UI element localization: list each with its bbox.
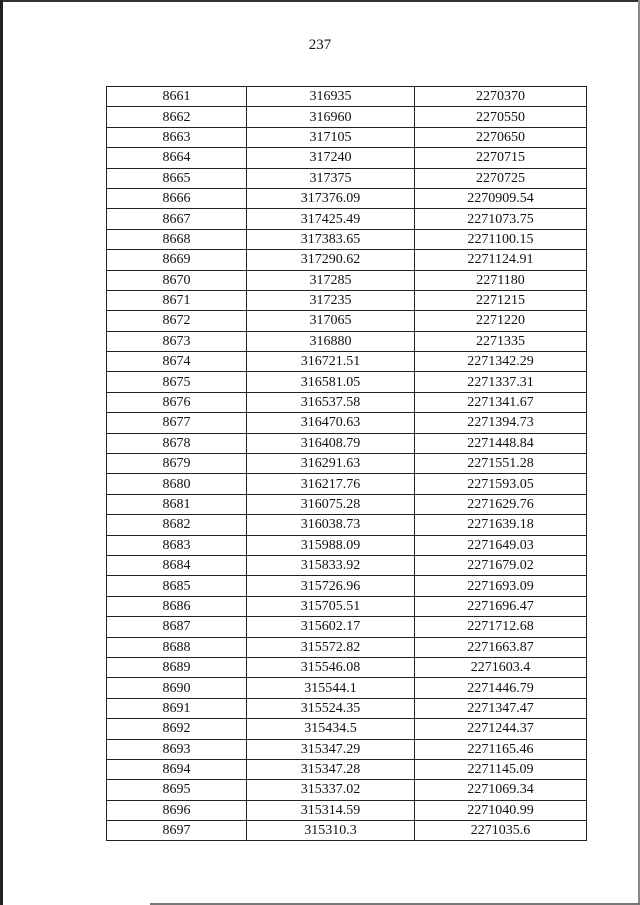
y-coordinate-cell: 2271712.68: [415, 617, 587, 637]
table-row: [107, 474, 587, 494]
y-coordinate-cell: 2271035.6: [415, 821, 587, 841]
table-row: [107, 555, 587, 575]
x-coordinate-cell: 316537.58: [247, 392, 415, 412]
point-number-cell: 8694: [107, 759, 247, 779]
point-number-cell: 8688: [107, 637, 247, 657]
y-coordinate-cell: 2271629.76: [415, 494, 587, 514]
table-row: [107, 637, 587, 657]
x-coordinate-cell: 316880: [247, 331, 415, 351]
y-coordinate-cell: 2271663.87: [415, 637, 587, 657]
table-row: [107, 392, 587, 412]
x-coordinate-cell: 317240: [247, 148, 415, 168]
y-coordinate-cell: 2270550: [415, 107, 587, 127]
x-coordinate-cell: 315524.35: [247, 698, 415, 718]
y-coordinate-cell: 2271337.31: [415, 372, 587, 392]
table-row: [107, 87, 587, 107]
x-coordinate-cell: 316721.51: [247, 352, 415, 372]
point-number-cell: 8679: [107, 454, 247, 474]
table-row: [107, 250, 587, 270]
table-row: [107, 290, 587, 310]
point-number-cell: 8692: [107, 719, 247, 739]
x-coordinate-cell: 316581.05: [247, 372, 415, 392]
point-number-cell: 8685: [107, 576, 247, 596]
table-row: [107, 148, 587, 168]
x-coordinate-cell: 316038.73: [247, 515, 415, 535]
x-coordinate-cell: 317105: [247, 127, 415, 147]
y-coordinate-cell: 2270650: [415, 127, 587, 147]
point-number-cell: 8676: [107, 392, 247, 412]
y-coordinate-cell: 2271693.09: [415, 576, 587, 596]
y-coordinate-cell: 2270715: [415, 148, 587, 168]
point-number-cell: 8667: [107, 209, 247, 229]
point-number-cell: 8693: [107, 739, 247, 759]
point-number-cell: 8673: [107, 331, 247, 351]
point-number-cell: 8683: [107, 535, 247, 555]
table-row: [107, 107, 587, 127]
table-row: [107, 352, 587, 372]
table-row: [107, 535, 587, 555]
table-row: [107, 454, 587, 474]
table-row: [107, 331, 587, 351]
table-row: [107, 739, 587, 759]
table-row: [107, 127, 587, 147]
table-row: [107, 759, 587, 779]
table-row: [107, 209, 587, 229]
y-coordinate-cell: 2270370: [415, 87, 587, 107]
coordinates-table: [106, 86, 587, 841]
x-coordinate-cell: 316075.28: [247, 494, 415, 514]
x-coordinate-cell: 315988.09: [247, 535, 415, 555]
table-row: [107, 596, 587, 616]
y-coordinate-cell: 2271335: [415, 331, 587, 351]
point-number-cell: 8674: [107, 352, 247, 372]
table-row: [107, 617, 587, 637]
x-coordinate-cell: 315602.17: [247, 617, 415, 637]
point-number-cell: 8691: [107, 698, 247, 718]
point-number-cell: 8670: [107, 270, 247, 290]
table-row: [107, 188, 587, 208]
y-coordinate-cell: 2271639.18: [415, 515, 587, 535]
x-coordinate-cell: 315337.02: [247, 780, 415, 800]
point-number-cell: 8696: [107, 800, 247, 820]
table-row: [107, 576, 587, 596]
table-row: [107, 270, 587, 290]
y-coordinate-cell: 2271394.73: [415, 413, 587, 433]
point-number-cell: 8682: [107, 515, 247, 535]
y-coordinate-cell: 2271073.75: [415, 209, 587, 229]
table-row: [107, 494, 587, 514]
point-number-cell: 8690: [107, 678, 247, 698]
point-number-cell: 8680: [107, 474, 247, 494]
x-coordinate-cell: 315726.96: [247, 576, 415, 596]
x-coordinate-cell: 317376.09: [247, 188, 415, 208]
x-coordinate-cell: 316217.76: [247, 474, 415, 494]
table-row: [107, 678, 587, 698]
y-coordinate-cell: 2271341.67: [415, 392, 587, 412]
table-row: [107, 821, 587, 841]
x-coordinate-cell: 317375: [247, 168, 415, 188]
x-coordinate-cell: 317285: [247, 270, 415, 290]
x-coordinate-cell: 316408.79: [247, 433, 415, 453]
table-row: [107, 311, 587, 331]
point-number-cell: 8684: [107, 555, 247, 575]
y-coordinate-cell: 2271244.37: [415, 719, 587, 739]
page-number: 237: [308, 37, 332, 53]
y-coordinate-cell: 2271040.99: [415, 800, 587, 820]
point-number-cell: 8671: [107, 290, 247, 310]
point-number-cell: 8689: [107, 657, 247, 677]
point-number-cell: 8661: [107, 87, 247, 107]
point-number-cell: 8677: [107, 413, 247, 433]
x-coordinate-cell: 315705.51: [247, 596, 415, 616]
point-number-cell: 8672: [107, 311, 247, 331]
y-coordinate-cell: 2270909.54: [415, 188, 587, 208]
y-coordinate-cell: 2271649.03: [415, 535, 587, 555]
point-number-cell: 8662: [107, 107, 247, 127]
point-number-cell: 8686: [107, 596, 247, 616]
point-number-cell: 8681: [107, 494, 247, 514]
y-coordinate-cell: 2271215: [415, 290, 587, 310]
x-coordinate-cell: 315833.92: [247, 555, 415, 575]
point-number-cell: 8697: [107, 821, 247, 841]
x-coordinate-cell: 317383.65: [247, 229, 415, 249]
x-coordinate-cell: 316960: [247, 107, 415, 127]
point-number-cell: 8675: [107, 372, 247, 392]
y-coordinate-cell: 2270725: [415, 168, 587, 188]
table-row: [107, 413, 587, 433]
table-row: [107, 800, 587, 820]
y-coordinate-cell: 2271220: [415, 311, 587, 331]
x-coordinate-cell: 315347.28: [247, 759, 415, 779]
table-row: [107, 372, 587, 392]
point-number-cell: 8678: [107, 433, 247, 453]
x-coordinate-cell: 316470.63: [247, 413, 415, 433]
point-number-cell: 8668: [107, 229, 247, 249]
scan-edge-left: [0, 0, 3, 905]
point-number-cell: 8669: [107, 250, 247, 270]
x-coordinate-cell: 315546.08: [247, 657, 415, 677]
y-coordinate-cell: 2271165.46: [415, 739, 587, 759]
table-row: [107, 229, 587, 249]
scan-edge-top: [0, 0, 640, 2]
table-row: [107, 780, 587, 800]
table-row: [107, 719, 587, 739]
table-row: [107, 168, 587, 188]
x-coordinate-cell: 315347.29: [247, 739, 415, 759]
x-coordinate-cell: 317425.49: [247, 209, 415, 229]
y-coordinate-cell: 2271069.34: [415, 780, 587, 800]
y-coordinate-cell: 2271180: [415, 270, 587, 290]
table-row: [107, 698, 587, 718]
point-number-cell: 8695: [107, 780, 247, 800]
table-row: [107, 433, 587, 453]
point-number-cell: 8665: [107, 168, 247, 188]
x-coordinate-cell: 317235: [247, 290, 415, 310]
x-coordinate-cell: 315310.3: [247, 821, 415, 841]
coordinates-table-container: [106, 86, 586, 841]
y-coordinate-cell: 2271342.29: [415, 352, 587, 372]
y-coordinate-cell: 2271696.47: [415, 596, 587, 616]
y-coordinate-cell: 2271145.09: [415, 759, 587, 779]
y-coordinate-cell: 2271446.79: [415, 678, 587, 698]
coordinates-table-body: [107, 87, 587, 841]
y-coordinate-cell: 2271124.91: [415, 250, 587, 270]
table-row: [107, 515, 587, 535]
y-coordinate-cell: 2271551.28: [415, 454, 587, 474]
y-coordinate-cell: 2271679.02: [415, 555, 587, 575]
point-number-cell: 8666: [107, 188, 247, 208]
x-coordinate-cell: 317065: [247, 311, 415, 331]
x-coordinate-cell: 316935: [247, 87, 415, 107]
y-coordinate-cell: 2271100.15: [415, 229, 587, 249]
x-coordinate-cell: 315314.59: [247, 800, 415, 820]
x-coordinate-cell: 317290.62: [247, 250, 415, 270]
point-number-cell: 8663: [107, 127, 247, 147]
x-coordinate-cell: 315434.5: [247, 719, 415, 739]
y-coordinate-cell: 2271603.4: [415, 657, 587, 677]
y-coordinate-cell: 2271448.84: [415, 433, 587, 453]
x-coordinate-cell: 316291.63: [247, 454, 415, 474]
y-coordinate-cell: 2271347.47: [415, 698, 587, 718]
x-coordinate-cell: 315544.1: [247, 678, 415, 698]
point-number-cell: 8664: [107, 148, 247, 168]
point-number-cell: 8687: [107, 617, 247, 637]
y-coordinate-cell: 2271593.05: [415, 474, 587, 494]
table-row: [107, 657, 587, 677]
x-coordinate-cell: 315572.82: [247, 637, 415, 657]
